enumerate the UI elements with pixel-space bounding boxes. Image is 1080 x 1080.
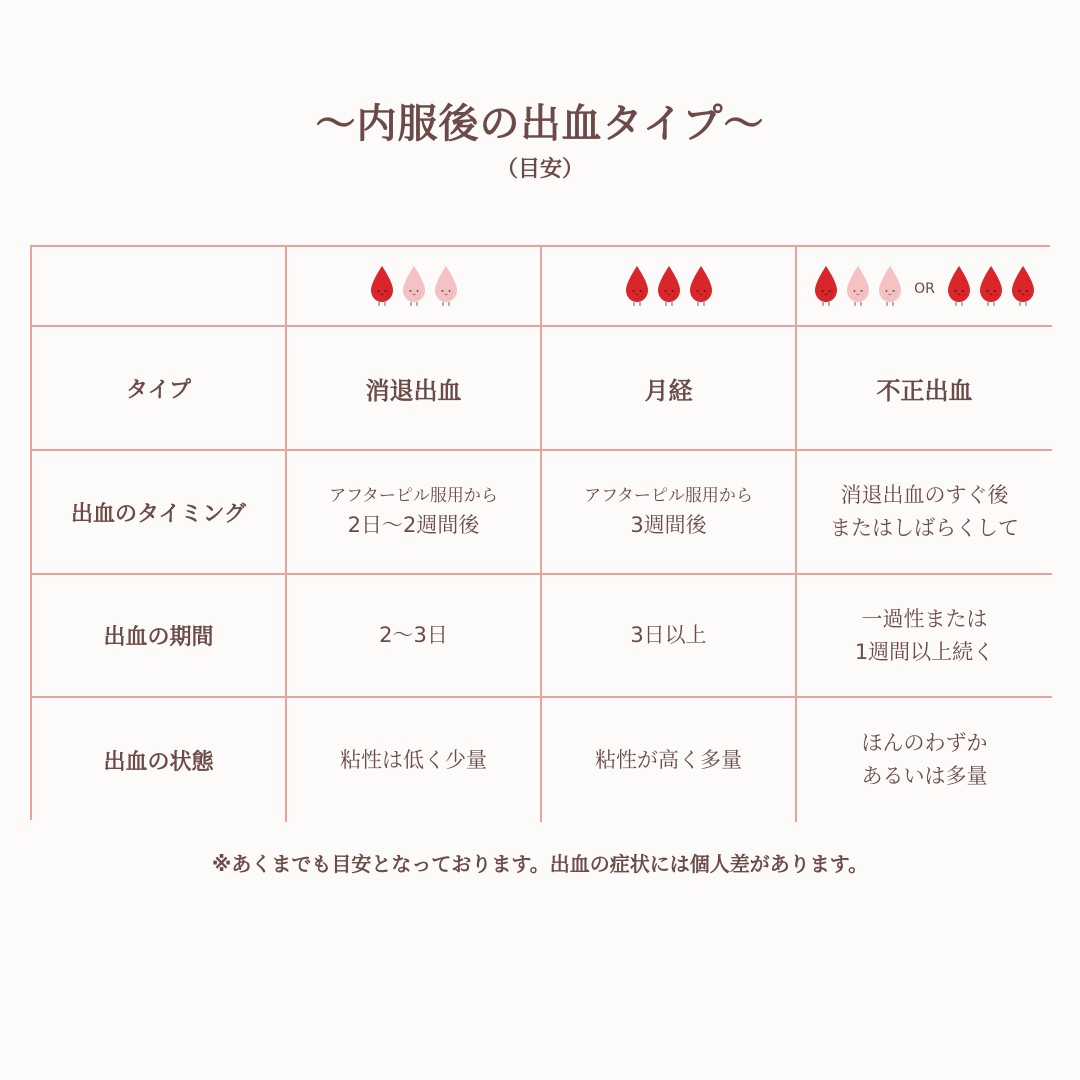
row-header-duration: 出血の期間 — [32, 575, 287, 698]
row-header-type: タイプ — [32, 327, 287, 451]
duration-withdrawal-text: 2〜3日 — [379, 623, 448, 648]
state-menstruation — [542, 698, 797, 822]
drop-icons-irregular-a — [812, 264, 904, 308]
duration-irregular-line1: 一過性または — [861, 606, 988, 631]
page-subtitle: （目安） — [495, 157, 584, 182]
disclaimer-note: ※あくまでも目安となっております。出血の症状には個人差があります。 — [211, 852, 869, 876]
timing-irregular-line1: 消退出血のすぐ後 — [840, 483, 1009, 508]
timing-menstruation-line1: アフターピル服用から — [584, 485, 753, 506]
state-irregular-line1: ほんのわずか — [861, 731, 988, 756]
type-withdrawal: 消退出血 — [287, 327, 542, 451]
pink-blood-drop-icon — [876, 264, 904, 308]
timing-irregular — [797, 451, 1052, 575]
pink-blood-drop-icon — [432, 264, 460, 308]
red-blood-drop-icon — [977, 264, 1005, 308]
red-blood-drop-icon — [1009, 264, 1037, 308]
duration-menstruation — [542, 575, 797, 698]
duration-irregular-line2: 1週間以上続く — [854, 639, 995, 664]
type-irregular: 不正出血 — [797, 327, 1052, 451]
drop-icons-withdrawal — [368, 264, 460, 308]
drops-irregular — [797, 247, 1052, 327]
row-header-state: 出血の状態 — [32, 698, 287, 822]
state-irregular — [797, 698, 1052, 822]
state-menstruation-text: 粘性が高く多量 — [595, 747, 742, 772]
drop-icons-menstruation — [623, 264, 715, 308]
corner-cell — [32, 247, 287, 327]
or-label: OR — [914, 281, 935, 297]
drops-menstruation — [542, 247, 797, 327]
timing-withdrawal-line2: 2日〜2週間後 — [347, 512, 480, 537]
timing-irregular-line2: またはしばらくして — [830, 516, 1019, 540]
timing-withdrawal — [287, 451, 542, 575]
drops-withdrawal — [287, 247, 542, 327]
drop-icons-irregular-b — [945, 264, 1037, 308]
timing-menstruation — [542, 451, 797, 575]
red-blood-drop-icon — [655, 264, 683, 308]
red-blood-drop-icon — [623, 264, 651, 308]
duration-withdrawal — [287, 575, 542, 698]
red-blood-drop-icon — [812, 264, 840, 308]
pink-blood-drop-icon — [844, 264, 872, 308]
timing-withdrawal-line1: アフターピル服用から — [329, 485, 498, 506]
pink-blood-drop-icon — [400, 264, 428, 308]
red-blood-drop-icon — [687, 264, 715, 308]
type-menstruation: 月経 — [542, 327, 797, 451]
timing-menstruation-line2: 3週間後 — [630, 512, 707, 537]
state-withdrawal — [287, 698, 542, 822]
red-blood-drop-icon — [368, 264, 396, 308]
duration-irregular — [797, 575, 1052, 698]
drop-icons-irregular — [812, 264, 1037, 308]
state-irregular-line2: あるいは多量 — [861, 764, 988, 788]
bleeding-type-table — [30, 245, 1050, 820]
duration-menstruation-text: 3日以上 — [630, 623, 707, 648]
row-header-timing: 出血のタイミング — [32, 451, 287, 575]
page-title: 〜内服後の出血タイプ〜 — [315, 101, 765, 147]
state-withdrawal-text: 粘性は低く少量 — [340, 747, 487, 772]
red-blood-drop-icon — [945, 264, 973, 308]
